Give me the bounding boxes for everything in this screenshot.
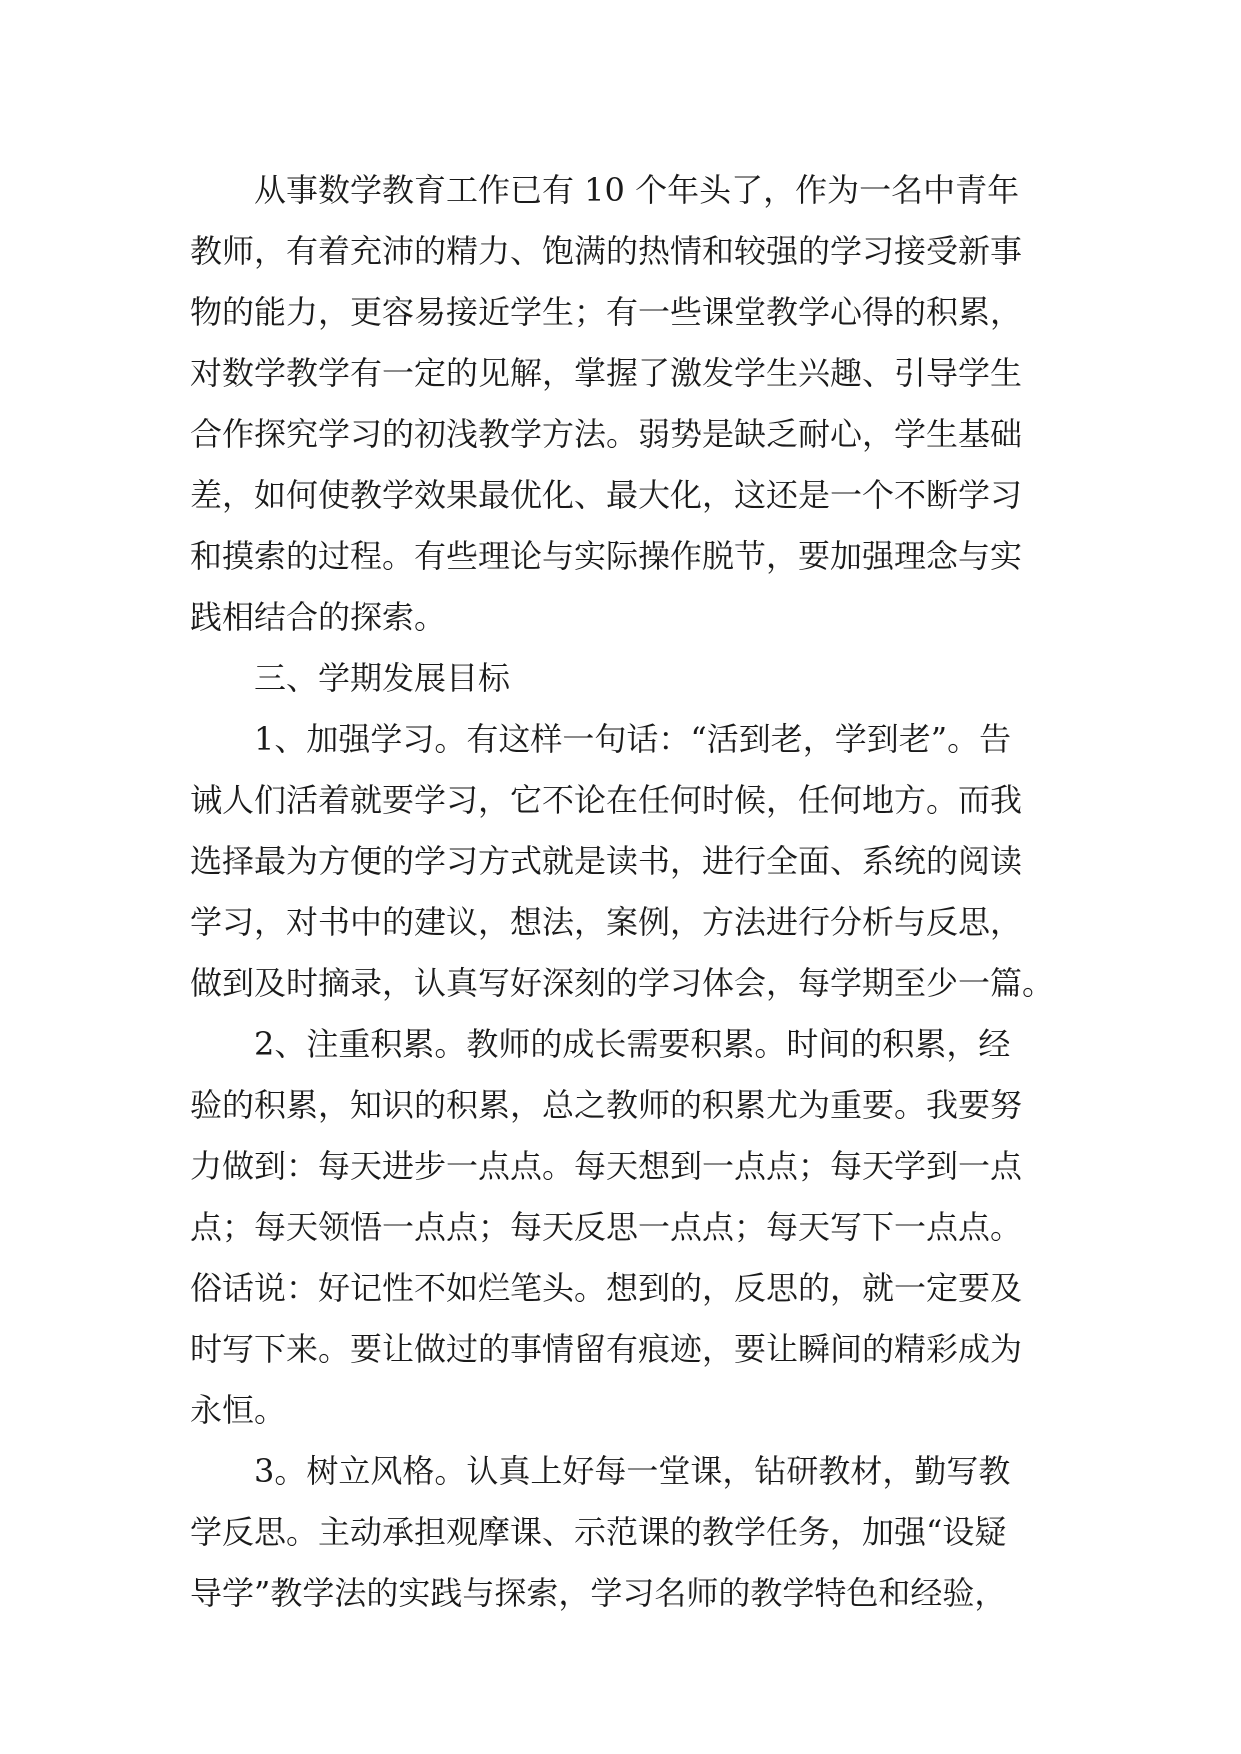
text-line: 验的积累，知识的积累，总之教师的积累尤为重要。我要努 [190,1086,1023,1124]
text-line: 俗话说：好记性不如烂笔头。想到的，反思的，就一定要及 [190,1269,1023,1307]
text-line: 学习，对书中的建议，想法，案例，方法进行分析与反思， [190,903,1023,941]
document-body [190,160,1070,1624]
text-line: 从事数学教育工作已有 10 个年头了，作为一名中青年 [254,171,1020,209]
text-line: 合作探究学习的初浅教学方法。弱势是缺乏耐心，学生基础 [190,415,1023,453]
text-line: 学反思。主动承担观摩课、示范课的教学任务，加强“设疑 [190,1513,1007,1551]
text-line: 选择最为方便的学习方式就是读书，进行全面、系统的阅读 [190,842,1023,880]
text-line: 做到及时摘录，认真写好深刻的学习体会，每学期至少一篇。 [190,964,1055,1002]
text-line: 践相结合的探索。 [190,598,447,636]
text-line: 永恒。 [190,1391,287,1429]
text-line: 点；每天领悟一点点；每天反思一点点；每天写下一点点。 [190,1208,1023,1246]
text-line: 力做到：每天进步一点点。每天想到一点点；每天学到一点 [190,1147,1023,1185]
text-line: 对数学教学有一定的见解，掌握了激发学生兴趣、引导学生 [190,354,1023,392]
text-line: 3。树立风格。认真上好每一堂课，钻研教材，勤写教 [254,1452,1011,1490]
text-line: 和摸索的过程。有些理论与实际操作脱节，要加强理念与实 [190,537,1023,575]
text-line: 三、学期发展目标 [254,659,511,697]
text-line: 2、注重积累。教师的成长需要积累。时间的积累，经 [254,1025,1011,1063]
text-line: 诫人们活着就要学习，它不论在任何时候，任何地方。而我 [190,781,1023,819]
text-line: 时写下来。要让做过的事情留有痕迹，要让瞬间的精彩成为 [190,1330,1023,1368]
text-line: 1、加强学习。有这样一句话：“活到老，学到老”。告 [254,720,1012,758]
text-line: 物的能力，更容易接近学生；有一些课堂教学心得的积累， [190,293,1023,331]
text-line: 差，如何使教学效果最优化、最大化，这还是一个不断学习 [190,476,1023,514]
text-line: 导学”教学法的实践与探索，学习名师的教学特色和经验， [190,1574,1007,1612]
text-line: 教师，有着充沛的精力、饱满的热情和较强的学习接受新事 [190,232,1023,270]
